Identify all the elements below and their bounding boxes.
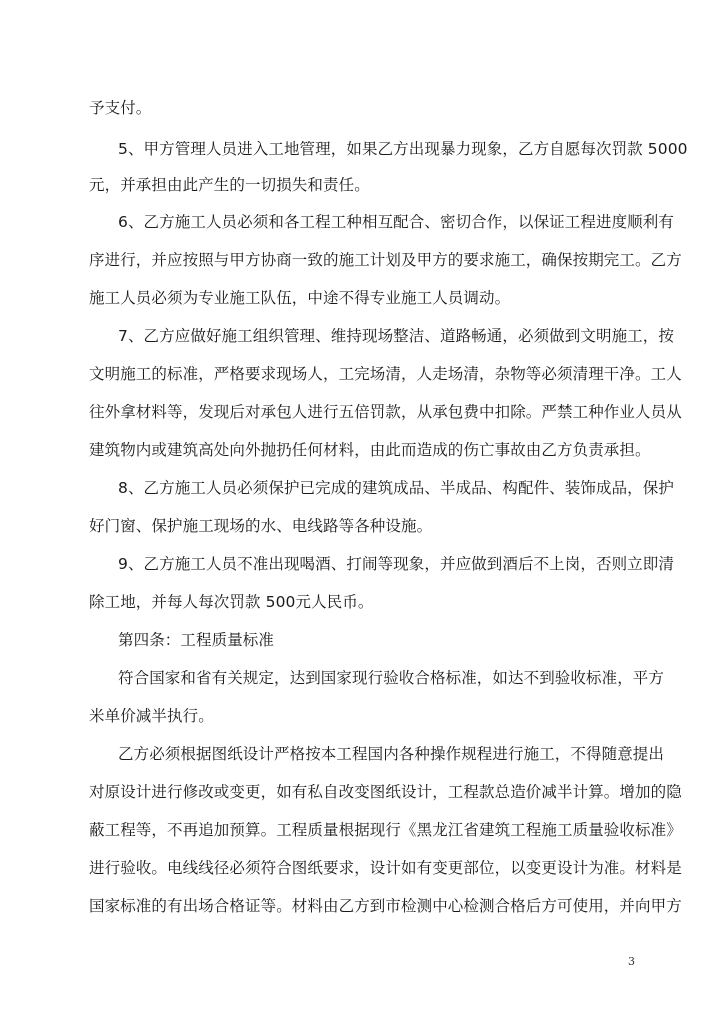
text-line: 7、乙方应做好施工组织管理、维持现场整洁、道路畅通，必须做到文明施工，按 [118,327,674,345]
text-line: 好门窗、保护施工现场的水、电线路等各种设施。 [89,517,433,535]
text-line: 予支付。 [89,99,152,117]
text-line: 对原设计进行修改或变更，如有私自改变图纸设计，工程款总造价减半计算。增加的隐 [89,783,682,801]
section-heading: 第四条：工程质量标准 [118,631,275,649]
text-line: 9、乙方施工人员不准出现喝酒、打闹等现象，并应做到酒后不上岗，否则立即清 [118,555,674,573]
text-line: 米单价减半执行。 [89,707,214,725]
text-line: 进行验收。电线线径必须符合图纸要求，设计如有变更部位，以变更设计为准。材料是 [89,859,682,877]
text-line: 8、乙方施工人员必须保护已完成的建筑成品、半成品、构配件、装饰成品，保护 [118,479,674,497]
text-line: 除工地，并每人每次罚款 500元人民币。 [89,593,374,611]
text-line: 施工人员必须为专业施工队伍，中途不得专业施工人员调动。 [89,289,511,307]
text-line: 元，并承担由此产生的一切损失和责任。 [89,176,370,194]
text-line: 乙方必须根据图纸设计严格按本工程国内各种操作规程进行施工，不得随意提出 [118,745,665,763]
text-line: 建筑物内或建筑高处向外抛扔任何材料，由此而造成的伤亡事故由乙方负责承担。 [89,441,651,459]
text-line: 6、乙方施工人员必须和各工程工种相互配合、密切合作，以保证工程进度顺利有 [118,213,674,231]
text-line: 5、甲方管理人员进入工地管理，如果乙方出现暴力现象，乙方自愿每次罚款 5000 [118,140,688,158]
text-line: 蔽工程等，不再追加预算。工程质量根据现行《黑龙江省建筑工程施工质量验收标准》 [89,821,682,839]
text-line: 序进行，并应按照与甲方协商一致的施工计划及甲方的要求施工，确保按期完工。乙方 [89,251,682,269]
text-line: 往外拿材料等，发现后对承包人进行五倍罚款，从承包费中扣除。严禁工种作业人员从 [89,403,682,421]
text-line: 符合国家和省有关规定，达到国家现行验收合格标准，如达不到验收标准，平方 [118,669,665,687]
page-number: 3 [628,955,635,968]
text-line: 文明施工的标准，严格要求现场人，工完场清，人走场清，杂物等必须清理干净。工人 [89,365,682,383]
text-line: 国家标准的有出场合格证等。材料由乙方到市检测中心检测合格后方可使用，并向甲方 [89,897,682,915]
